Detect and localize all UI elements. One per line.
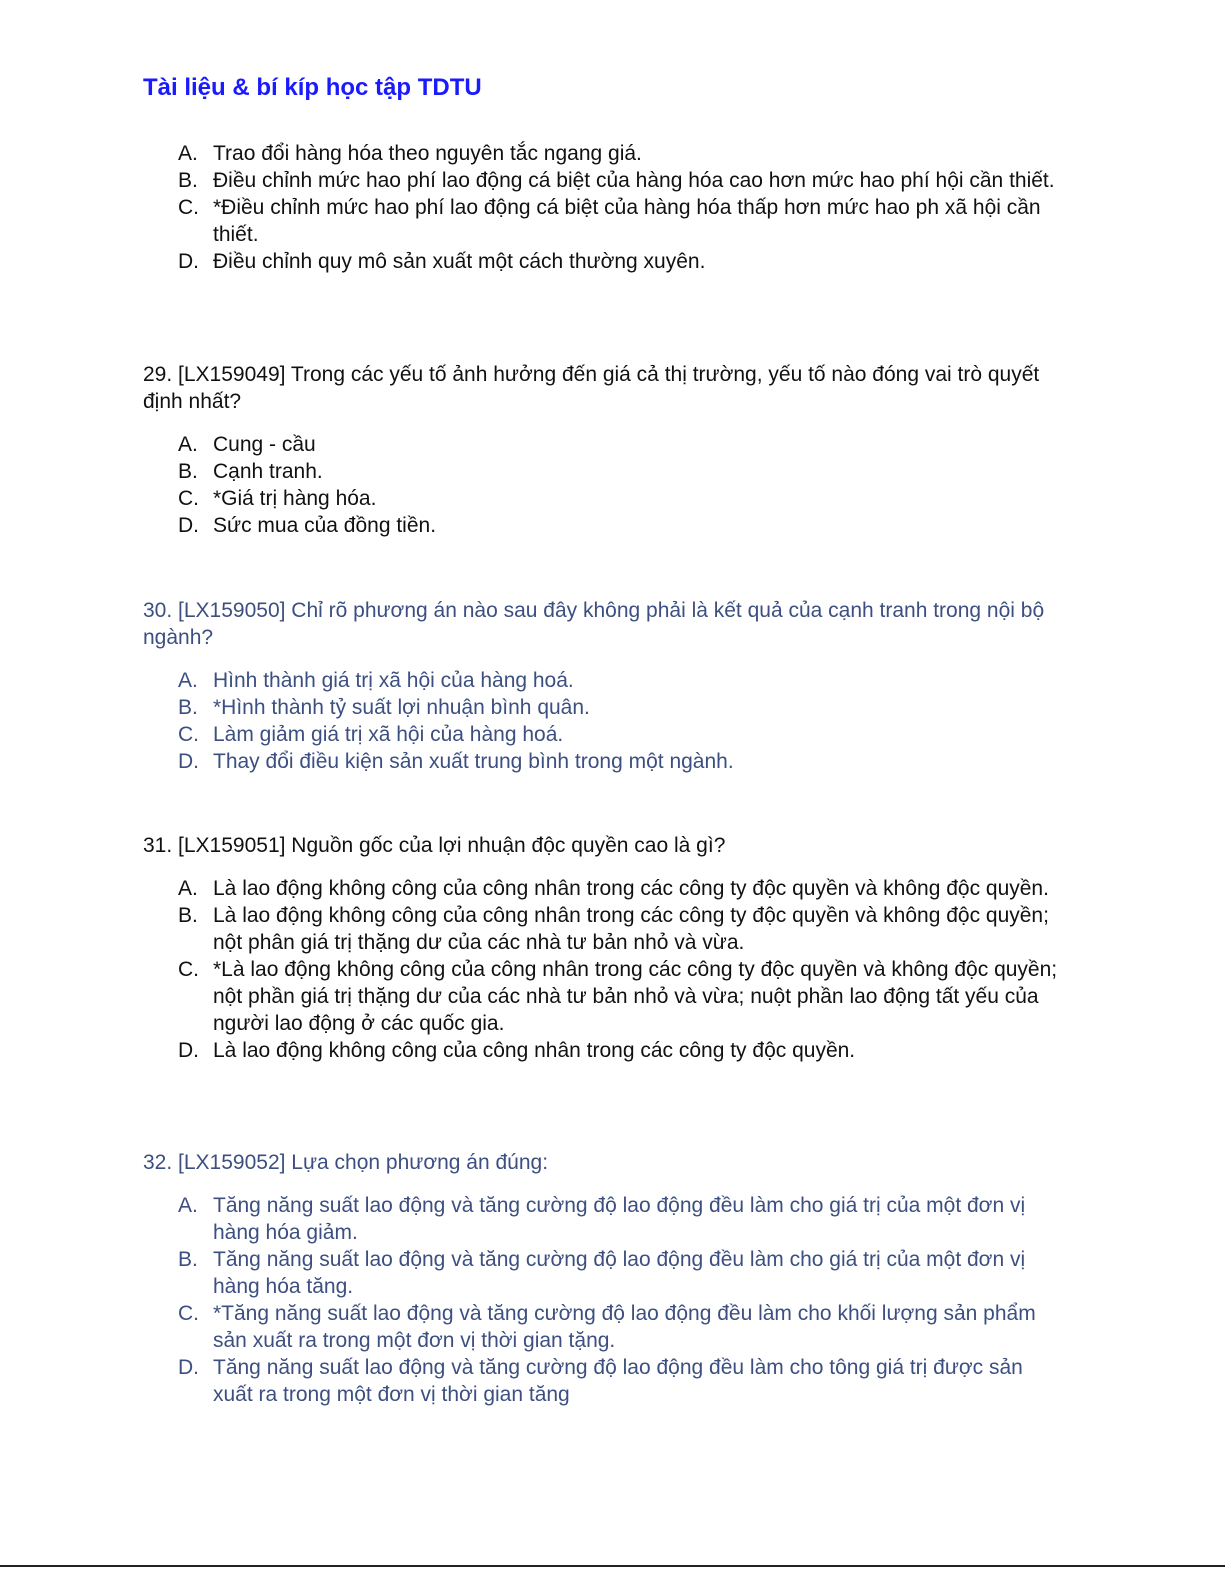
option-letter: C. [178, 723, 199, 746]
option-text: Tăng năng suất lao động và tăng cường độ lao động đều làm cho giá trị của một đơn vị hàng hóa giảm. [213, 1194, 1026, 1244]
question-30 [143, 597, 1083, 775]
option-letter: A. [178, 142, 198, 165]
option-letter: C. [178, 487, 199, 510]
option-letter: A. [178, 433, 198, 456]
option-b [178, 167, 1083, 194]
page-bottom-divider [0, 1565, 1225, 1567]
question-29 [143, 361, 1083, 539]
option-text: Là lao động không công của công nhân trong các công ty độc quyền và không độc quyền; nột phân giá trị thặng dư của các nhà tư bản nhỏ và vừa. [213, 904, 1049, 954]
option-text: *Tăng năng suất lao động và tăng cường độ lao động đều làm cho khối lượng sản phẩm sản xuất ra trong một đơn vị thời gian tặng. [213, 1302, 1036, 1352]
question-stem: 32. [LX159052] Lựa chọn phương án đúng: [143, 1151, 549, 1174]
option-text: Là lao động không công của công nhân trong các công ty độc quyền và không độc quyền. [213, 877, 1049, 900]
option-a [178, 1192, 1083, 1246]
question-28 [143, 140, 1083, 275]
option-letter: D. [178, 514, 199, 537]
option-letter: C. [178, 1302, 199, 1325]
options-list [143, 667, 1083, 775]
option-c [178, 956, 1083, 1037]
option-a [178, 431, 1083, 458]
option-c [178, 721, 1083, 748]
option-text: Thay đổi điều kiện sản xuất trung bình trong một ngành. [213, 750, 734, 773]
option-text: Là lao động không công của công nhân trong các công ty độc quyền. [213, 1039, 856, 1062]
option-text: *Hình thành tỷ suất lợi nhuận bình quân. [213, 696, 590, 719]
option-d [178, 1037, 1083, 1064]
option-d [178, 512, 1083, 539]
option-letter: B. [178, 1248, 198, 1271]
option-letter: A. [178, 669, 198, 692]
option-letter: D. [178, 1039, 199, 1062]
option-letter: C. [178, 196, 199, 219]
options-list [143, 140, 1083, 275]
option-text: Cung - cầu [213, 433, 316, 456]
option-letter: D. [178, 250, 199, 273]
question-stem: 31. [LX159051] Nguồn gốc của lợi nhuận độc quyền cao là gì? [143, 834, 726, 857]
option-b [178, 458, 1083, 485]
page-header-title: Tài liệu & bí kíp học tập TDTU [143, 74, 482, 101]
option-letter: B. [178, 696, 198, 719]
option-text: *Là lao động không công của công nhân trong các công ty độc quyền và không độc quyền; nột phần giá trị thặng dư của các nhà tư bản nhỏ và vừa; nuột phần lao động tất yếu của người lao động ở các quốc gia. [213, 958, 1058, 1035]
option-d [178, 1354, 1083, 1408]
option-text: Điều chỉnh quy mô sản xuất một cách thường xuyên. [213, 250, 706, 273]
options-list [143, 431, 1083, 539]
option-letter: B. [178, 169, 198, 192]
option-a [178, 667, 1083, 694]
option-a [178, 875, 1083, 902]
option-letter: A. [178, 877, 198, 900]
option-text: Sức mua của đồng tiền. [213, 514, 437, 537]
option-c [178, 194, 1083, 248]
option-d [178, 248, 1083, 275]
option-b [178, 694, 1083, 721]
option-text: Tăng năng suất lao động và tăng cường độ lao động đều làm cho giá trị của một đơn vị hàng hóa tăng. [213, 1248, 1026, 1298]
option-c [178, 485, 1083, 512]
option-d [178, 748, 1083, 775]
option-text: Trao đổi hàng hóa theo nguyên tắc ngang giá. [213, 142, 642, 165]
option-text: Hình thành giá trị xã hội của hàng hoá. [213, 669, 574, 692]
options-list [143, 875, 1083, 1064]
option-letter: B. [178, 460, 198, 483]
question-stem: 29. [LX159049] Trong các yếu tố ảnh hưởng đến giá cả thị trường, yếu tố nào đóng vai trò quyết định nhất? [143, 363, 1040, 413]
option-letter: D. [178, 1356, 199, 1379]
question-stem: 30. [LX159050] Chỉ rõ phương án nào sau đây không phải là kết quả của cạnh tranh trong nội bộ ngành? [143, 599, 1045, 649]
option-text: Tăng năng suất lao động và tăng cường độ lao động đều làm cho tông giá trị được sản xuất ra trong một đơn vị thời gian tăng [213, 1356, 1023, 1406]
option-letter: B. [178, 904, 198, 927]
options-list [143, 1192, 1083, 1408]
option-letter: C. [178, 958, 199, 981]
option-b [178, 1246, 1083, 1300]
option-letter: D. [178, 750, 199, 773]
option-text: Làm giảm giá trị xã hội của hàng hoá. [213, 723, 564, 746]
option-text: Điều chỉnh mức hao phí lao động cá biệt của hàng hóa cao hơn mức hao phí hội cần thiết. [213, 169, 1055, 192]
option-a [178, 140, 1083, 167]
option-c [178, 1300, 1083, 1354]
option-b [178, 902, 1083, 956]
option-letter: A. [178, 1194, 198, 1217]
option-text: Cạnh tranh. [213, 460, 323, 483]
question-31 [143, 832, 1083, 1064]
option-text: *Điều chỉnh mức hao phí lao động cá biệt của hàng hóa thấp hơn mức hao ph xã hội cần thiết. [213, 196, 1041, 246]
option-text: *Giá trị hàng hóa. [213, 487, 377, 510]
question-32 [143, 1149, 1083, 1408]
